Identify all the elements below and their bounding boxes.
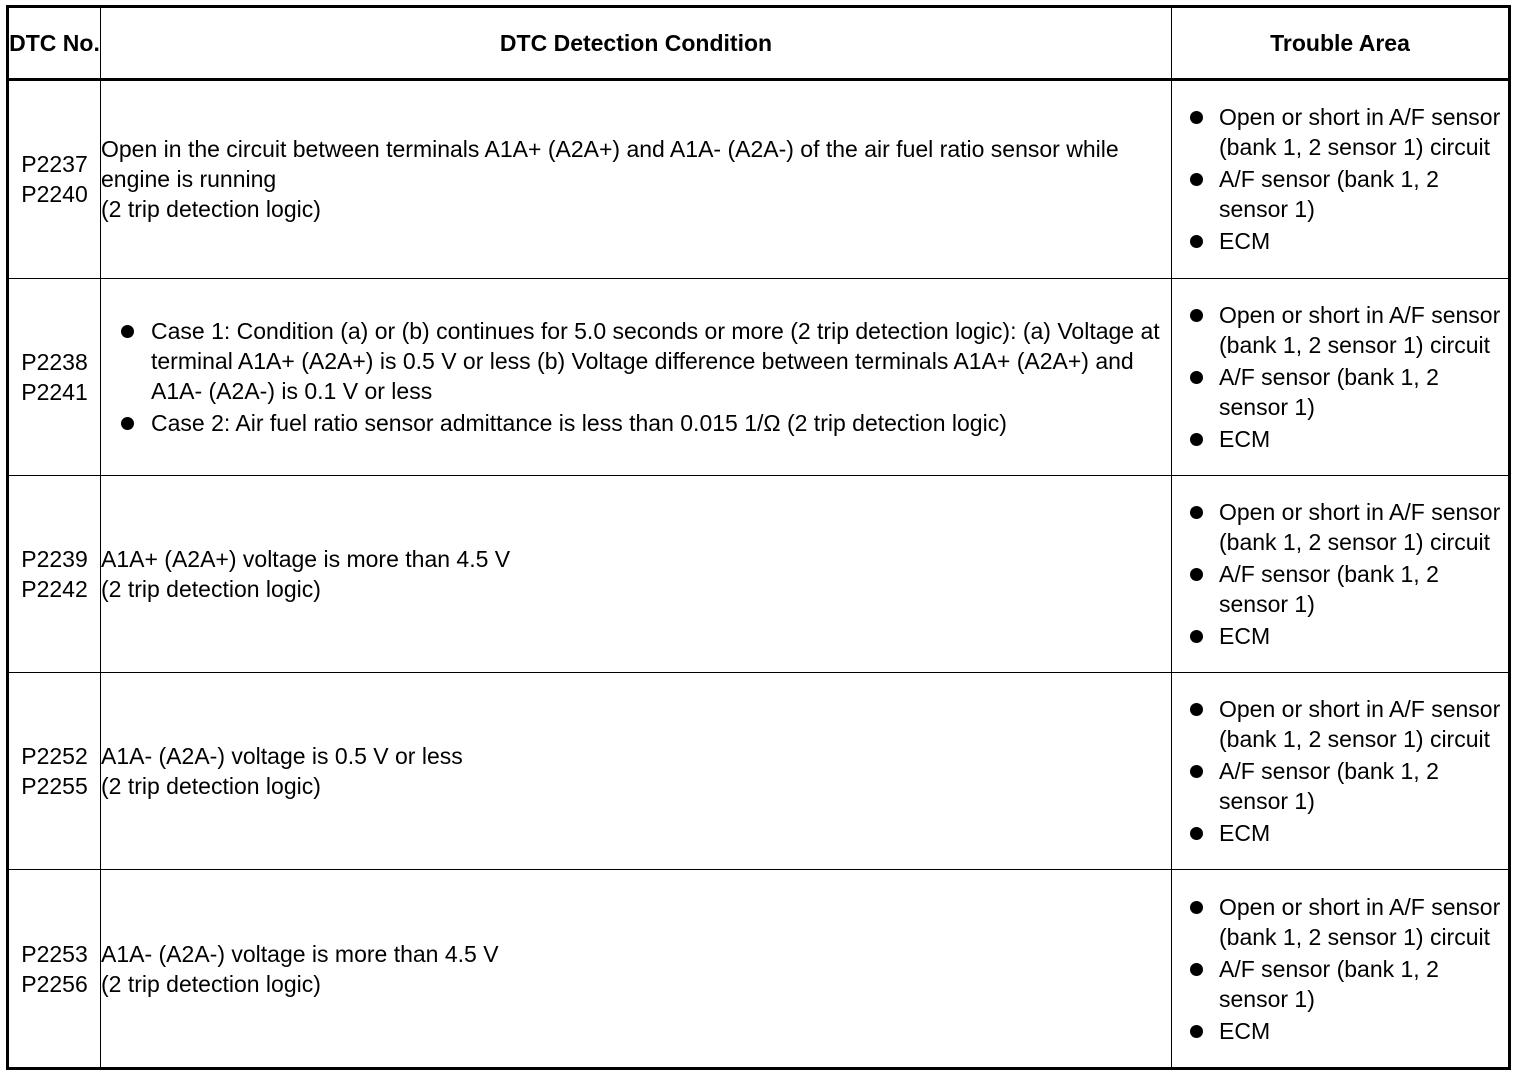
trouble-area-item: Open or short in A/F sensor (bank 1, 2 sensor 1) circuit — [1172, 102, 1508, 162]
detection-condition-cell — [101, 278, 1172, 475]
table-row — [8, 278, 1510, 475]
trouble-area-list — [1172, 694, 1508, 848]
detection-condition-cell — [101, 475, 1172, 672]
trouble-area-item: Open or short in A/F sensor (bank 1, 2 sensor 1) circuit — [1172, 892, 1508, 952]
trouble-area-list — [1172, 497, 1508, 651]
condition-list — [101, 316, 1171, 438]
trouble-area-item: Open or short in A/F sensor (bank 1, 2 sensor 1) circuit — [1172, 497, 1508, 557]
trouble-area-cell — [1172, 80, 1510, 279]
trouble-area-cell — [1172, 475, 1510, 672]
header-dtc-no: DTC No. — [8, 7, 101, 80]
trouble-area-list — [1172, 892, 1508, 1046]
header-trouble-area: Trouble Area — [1172, 7, 1510, 80]
dtc-code-cell — [8, 870, 101, 1069]
trouble-area-list — [1172, 300, 1508, 454]
dtc-code: P2237 — [21, 151, 88, 178]
trouble-area-item: A/F sensor (bank 1, 2 sensor 1) — [1172, 954, 1508, 1014]
condition-text: A1A- (A2A-) voltage is more than 4.5 V — [101, 940, 499, 967]
trouble-area-item: A/F sensor (bank 1, 2 sensor 1) — [1172, 164, 1508, 224]
trouble-area-item: A/F sensor (bank 1, 2 sensor 1) — [1172, 756, 1508, 816]
trouble-area-cell — [1172, 278, 1510, 475]
table-row — [8, 673, 1510, 870]
dtc-table — [6, 5, 1511, 1070]
trouble-area-cell — [1172, 870, 1510, 1069]
dtc-code: P2252 — [21, 743, 88, 770]
condition-text: (2 trip detection logic) — [101, 196, 321, 223]
dtc-code: P2239 — [21, 545, 88, 572]
detection-condition-cell — [101, 870, 1172, 1069]
condition-text: Open in the circuit between terminals A1A+ (A2A+) and A1A- (A2A-) of the air fuel ratio sensor while engine is running — [101, 136, 1119, 193]
trouble-area-item: A/F sensor (bank 1, 2 sensor 1) — [1172, 362, 1508, 422]
dtc-code-cell — [8, 673, 101, 870]
detection-condition-cell — [101, 80, 1172, 279]
trouble-area-list — [1172, 102, 1508, 256]
header-row — [8, 7, 1510, 80]
condition-text: A1A+ (A2A+) voltage is more than 4.5 V — [101, 545, 511, 572]
table-row — [8, 475, 1510, 672]
trouble-area-item: Open or short in A/F sensor (bank 1, 2 sensor 1) circuit — [1172, 300, 1508, 360]
condition-text: (2 trip detection logic) — [101, 773, 321, 800]
dtc-code: P2238 — [21, 348, 88, 375]
condition-text: (2 trip detection logic) — [101, 970, 321, 997]
trouble-area-item: ECM — [1172, 226, 1508, 256]
condition-text: (2 trip detection logic) — [101, 575, 321, 602]
header-detection-condition: DTC Detection Condition — [101, 7, 1172, 80]
trouble-area-item: ECM — [1172, 1016, 1508, 1046]
table-row — [8, 80, 1510, 279]
trouble-area-cell — [1172, 673, 1510, 870]
dtc-code: P2240 — [21, 181, 88, 208]
dtc-code: P2256 — [21, 970, 88, 997]
dtc-code: P2242 — [21, 575, 88, 602]
condition-case-item: Case 1: Condition (a) or (b) continues for 5.0 seconds or more (2 trip detection logic): (a) Voltage at terminal A1A+ (A2A+) is 0.5 V or less (b) Voltage difference between terminals A1A+ (A2A+) and A1A- (A2A-) is 0.1 V or less — [101, 316, 1171, 406]
dtc-code: P2241 — [21, 378, 88, 405]
trouble-area-item: ECM — [1172, 424, 1508, 454]
detection-condition-cell — [101, 673, 1172, 870]
dtc-code-cell — [8, 278, 101, 475]
trouble-area-item: ECM — [1172, 621, 1508, 651]
dtc-code-cell — [8, 80, 101, 279]
condition-case-item: Case 2: Air fuel ratio sensor admittance is less than 0.015 1/Ω (2 trip detection logic) — [101, 408, 1171, 438]
trouble-area-item: ECM — [1172, 818, 1508, 848]
dtc-code: P2253 — [21, 940, 88, 967]
trouble-area-item: A/F sensor (bank 1, 2 sensor 1) — [1172, 559, 1508, 619]
dtc-code: P2255 — [21, 773, 88, 800]
trouble-area-item: Open or short in A/F sensor (bank 1, 2 sensor 1) circuit — [1172, 694, 1508, 754]
condition-text: A1A- (A2A-) voltage is 0.5 V or less — [101, 743, 463, 770]
table-row — [8, 870, 1510, 1069]
dtc-code-cell — [8, 475, 101, 672]
